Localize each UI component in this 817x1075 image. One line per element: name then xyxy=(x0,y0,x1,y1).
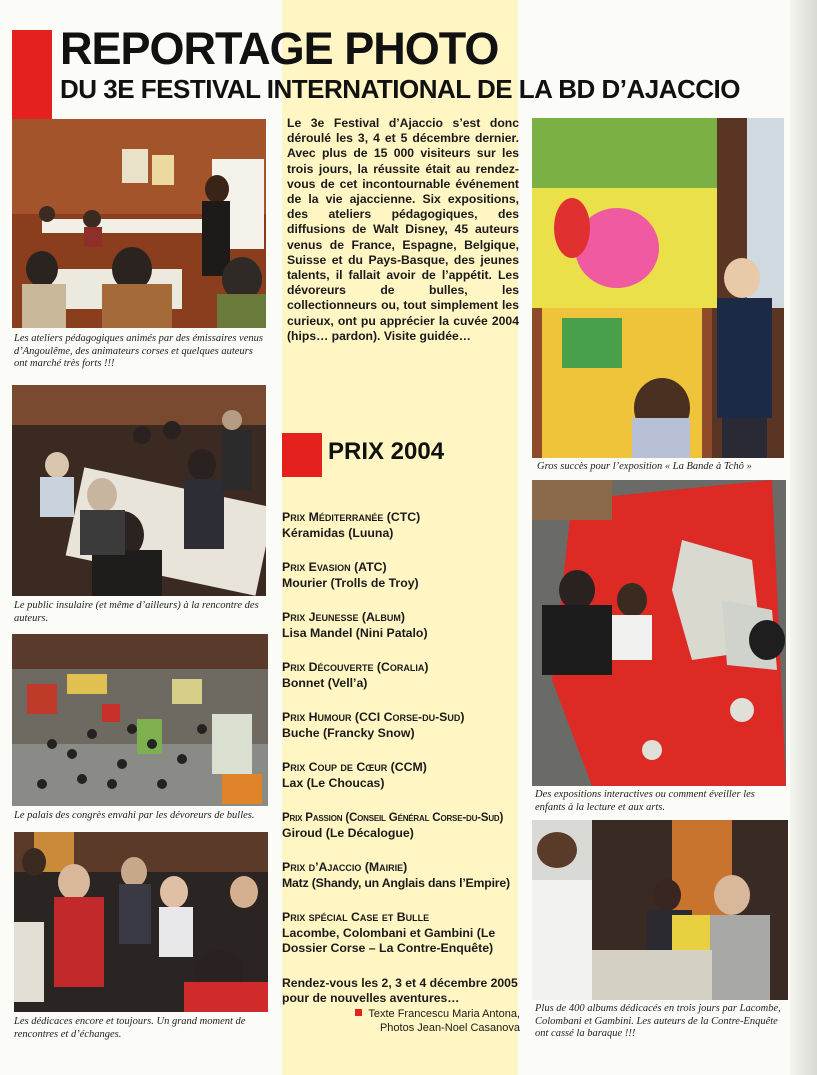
page-subtitle: DU 3E FESTIVAL INTERNATIONAL DE LA BD D’AJACCIO xyxy=(60,74,740,104)
prize-winner: Matz (Shandy, un Anglais dans l’Empire) xyxy=(282,875,510,890)
prize-name: Prix Méditerranée (CTC) xyxy=(282,510,421,524)
credit-line-2: Photos Jean-Noel Casanova xyxy=(379,1021,520,1034)
prize-name: Prix d’Ajaccio (Mairie) xyxy=(282,860,408,874)
prize-winner: Kéramidas (Luuna) xyxy=(282,525,394,540)
prize-winner: Buche (Francky Snow) xyxy=(282,725,415,740)
credits xyxy=(282,1008,520,1035)
prize-item xyxy=(282,510,522,541)
prix-title: PRIX 2004 xyxy=(328,438,445,465)
prize-winner: Mourier (Trolls de Troy) xyxy=(282,575,419,590)
photo-public xyxy=(12,385,266,596)
page-title: REPORTAGE PHOTO xyxy=(60,23,499,74)
prize-winner: Giroud (Le Décalogue) xyxy=(282,825,414,840)
intro-paragraph: Le 3e Festival d’Ajaccio s’est donc déroulé les 3, 4 et 5 décembre dernier. Avec plus de 15 000 visiteurs sur les trois jours, la réussite était au rendez-vous de cet incontournable événement de la vie ajaccienne. Six expositions, des ateliers pédagogiques, des diffusions de Walt Disney, 45 auteurs venus de France, Espagne, Belgique, Suisse et du Pays-Basque, des jeunes talents, il fallait avoir de l’appétit. Les dévoreurs de bulles, les collectionneurs ou, tout simplement les curieux, ont pu apprécier la cuvée 2004 (hips… pardon). Visite guidée… xyxy=(287,116,519,343)
credit-line-1: Texte Francescu Maria Antona, xyxy=(368,1008,520,1020)
photo-palais xyxy=(12,634,268,806)
caption-palais: Le palais des congrès envahi par les dévoreurs de bulles. xyxy=(14,810,255,821)
prize-item xyxy=(282,860,522,891)
prize-name: Prix Découverte (Coralia) xyxy=(282,660,429,674)
prize-name: Prix Humour (CCI Corse-du-Sud) xyxy=(282,710,465,724)
caption-workshop: Les ateliers pédagogiques animés par des émissaires venus d’Angoulême, des animateurs corses et quelques auteurs ont marché très forts !!! xyxy=(14,333,263,369)
prize-name: Prix Evasion (ATC) xyxy=(282,560,387,574)
prize-winner: Lax (Le Choucas) xyxy=(282,775,385,790)
caption-dedicaces-auteurs: Plus de 400 albums dédicacés en trois jours par Lacombe, Colombani et Gambini. Les auteurs de la Contre-Enquête ont cassé la baraque !!! xyxy=(535,1003,781,1039)
rendezvous-text: Rendez-vous les 2, 3 et 4 décembre 2005 pour de nouvelles aventures… xyxy=(282,976,518,1005)
prize-name: Prix Passion (Conseil Général Corse-du-Sud) xyxy=(282,811,504,824)
caption-dedicaces: Les dédicaces encore et toujours. Un grand moment de rencontres et d’échanges. xyxy=(14,1016,246,1040)
caption-public: Le public insulaire (et même d’ailleurs) à la rencontre des auteurs. xyxy=(14,600,259,624)
prize-item xyxy=(282,810,522,841)
caption-exposition-interactive: Des expositions interactives ou comment éveiller les enfants à la lecture et aux arts. xyxy=(535,789,755,813)
prize-item xyxy=(282,760,522,791)
prize-item xyxy=(282,610,522,641)
photo-dedicaces xyxy=(14,832,268,1012)
page-fold-shadow xyxy=(790,0,817,1075)
photo-workshop xyxy=(12,119,266,328)
prize-name: Prix Jeunesse (Album) xyxy=(282,610,405,624)
caption-bande-a-tcho: Gros succès pour l’exposition « La Bande à Tchô » xyxy=(537,461,752,472)
prize-name: Prix Coup de Cœur (CCM) xyxy=(282,760,427,774)
prize-item xyxy=(282,560,522,591)
prize-name: Prix spécial Case et Bulle xyxy=(282,910,430,924)
prize-item xyxy=(282,710,522,741)
photo-exposition-interactive xyxy=(532,480,786,786)
prize-winner: Lacombe, Colombani et Gambini (Le Dossier Corse – La Contre-Enquête) xyxy=(282,925,496,955)
prix-red-block xyxy=(282,433,322,477)
prize-item xyxy=(282,660,522,691)
prize-winner: Lisa Mandel (Nini Patalo) xyxy=(282,625,428,640)
photo-dedicaces-auteurs xyxy=(532,820,788,1000)
prize-winner: Bonnet (Vell’a) xyxy=(282,675,368,690)
prize-item xyxy=(282,910,522,957)
photo-bande-a-tcho xyxy=(532,118,784,458)
credit-red-square xyxy=(355,1009,362,1016)
title-red-block xyxy=(12,30,52,133)
